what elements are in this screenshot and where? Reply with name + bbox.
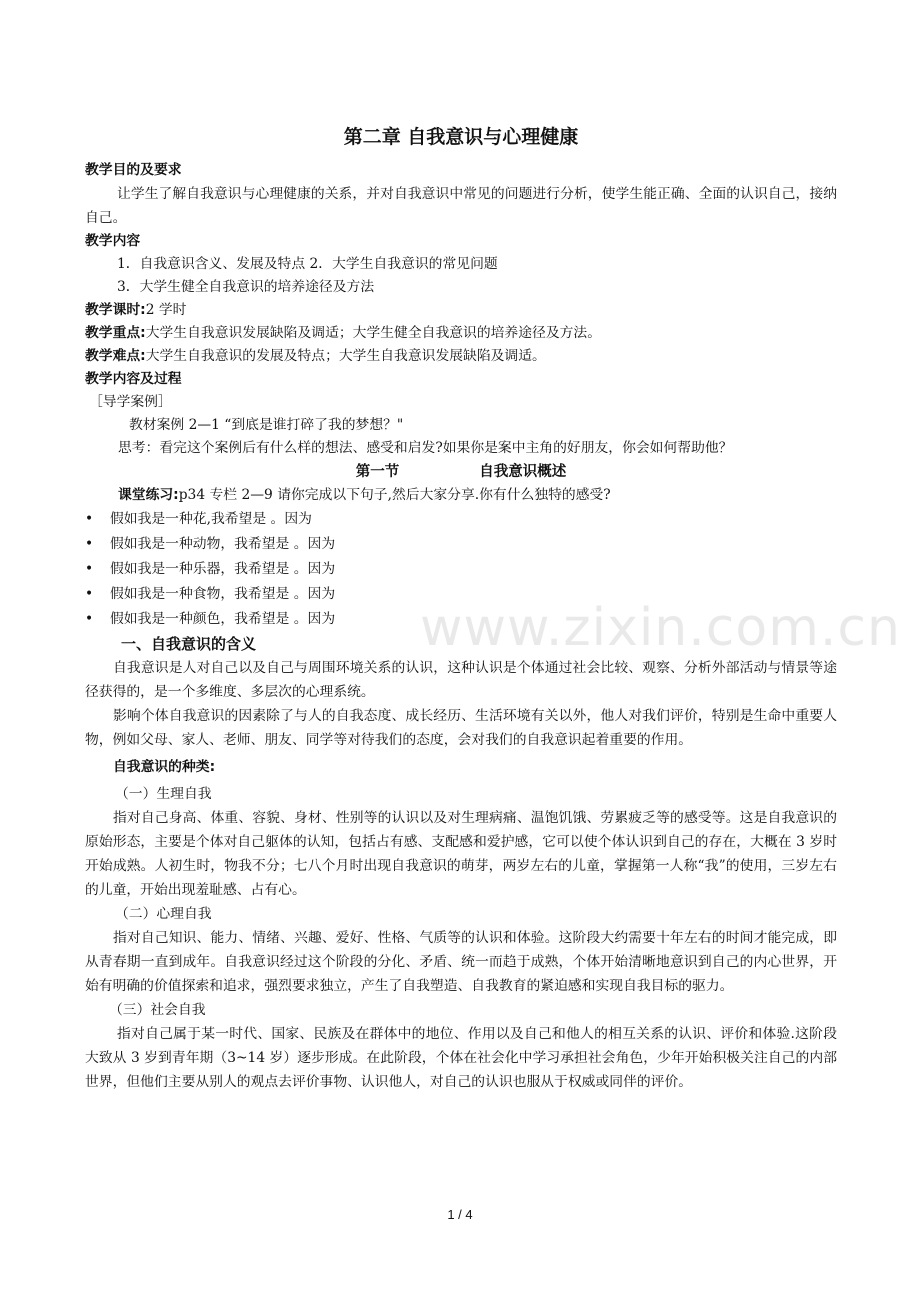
chapter-title: 第二章 自我意识与心理健康 xyxy=(343,126,579,148)
section-title: 自我意识概述 xyxy=(479,464,567,480)
list-item: • 假如我是一种食物，我希望是 。因为 xyxy=(85,582,837,607)
watermark: www.zixin.com.cn xyxy=(420,598,901,658)
list-item: • 假如我是一种动物，我希望是 。因为 xyxy=(85,532,837,557)
section-heading xyxy=(85,460,837,484)
page-number: 1 / 4 xyxy=(447,1207,473,1222)
list-item: • 假如我是一种花,我希望是 。因为 xyxy=(85,507,837,532)
key-points-value: 大学生自我意识发展缺陷及调适；大学生健全自我意识的培养途径及方法。 xyxy=(145,325,602,341)
types-heading: 自我意识的种类: xyxy=(113,759,216,775)
guide-case-label: ［导学案例］ xyxy=(89,394,172,410)
practice-label: 课堂练习: xyxy=(118,487,179,503)
heading-meaning: 一、自我意识的含义 xyxy=(121,635,257,653)
meaning-paragraph-2: 影响个体自我意识的因素除了与人的自我态度、成长经历、生活环境有关以外，他人对我们评价，特别是生命中重要人物，例如父母、家人、老师、朋友、同学等对待我们的态度，会对我们的自我意识起着重要的作用。 xyxy=(85,708,837,748)
physiological-self-text: 指对自己身高、体重、容貌、身材、性别等的认识以及对生理病痛、温饱饥饿、劳累疲乏等的感受等。这是自我意识的原始形态，主要是个体对自己躯体的认知，包括占有感、支配感和爱护感，它可以使个体认识到自己的存在，大概在 3 岁时开始成熟。人初生时，物我不分；七八个月时出现自我意识的萌芽，两岁左右的儿童，掌握第一人称“我”的使用，三岁左右的儿童，开始出现羞耻感、占有心。 xyxy=(85,810,837,898)
content-heading: 教学内容 xyxy=(85,233,141,249)
list-item: • 假如我是一种乐器，我希望是 。因为 xyxy=(85,557,837,582)
section-number: 第一节 xyxy=(355,464,400,480)
case-text: 教材案例 2—1 “到底是谁打碎了我的梦想？" xyxy=(129,417,404,433)
objectives-heading: 教学目的及要求 xyxy=(85,162,182,178)
difficult-points-row xyxy=(85,345,837,368)
practice-row xyxy=(85,484,837,507)
think-question: 思考：看完这个案例后有什么样的想法、感受和启发?如果你是案中主角的好朋友，你会如何帮助他？ xyxy=(118,440,733,456)
list-item: • 假如我是一种颜色，我希望是 。因为 xyxy=(85,607,837,632)
subheading-physiological-self: （一）生理自我 xyxy=(115,786,212,802)
process-heading: 教学内容及过程 xyxy=(85,371,182,387)
social-self-text: 指对自己属于某一时代、国家、民族及在群体中的地位、作用以及自己和他人的相互关系的认识、评价和体验.这阶段大致从 3 岁到青年期（3~14 岁）逐步形成。在此阶段，个体在社会化中学习承担社会角色，少年开始积极关注自己的内部世界，但他们主要从别人的观点去评价事物、认识他人，对自己的认识也服从于权威或同伴的评价。 xyxy=(85,1026,837,1090)
key-points-row xyxy=(85,322,837,345)
difficult-points-label: 教学难点: xyxy=(85,348,146,364)
subheading-psychological-self: （二）心理自我 xyxy=(115,906,212,922)
key-points-label: 教学重点: xyxy=(85,325,146,341)
hours-label: 教学课时: xyxy=(85,302,146,318)
difficult-points-value: 大学生自我意识的发展及特点；大学生自我意识发展缺陷及调适。 xyxy=(145,348,546,364)
document-body xyxy=(85,118,837,1094)
objectives-text: 让学生了解自我意识与心理健康的关系，并对自我意识中常见的问题进行分析，使学生能正确、全面的认识自己，接纳自己。 xyxy=(85,186,837,226)
content-item-2: 3．大学生健全自我意识的培养途径及方法 xyxy=(117,279,375,295)
subheading-social-self: （三）社会自我 xyxy=(109,1002,206,1018)
psychological-self-text: 指对自己知识、能力、情绪、兴趣、爱好、性格、气质等的认识和体验。这阶段大约需要十年左右的时间才能完成，即从青春期一直到成年。自我意识经过这个阶段的分化、矛盾、统一而趋于成熟，个体开始清晰地意识到自己的内心世界，开始有明确的价值探索和追求，强烈要求独立，产生了自我塑造、自我教育的紧迫感和实现自我目标的驱力。 xyxy=(85,930,837,994)
hours-value: 2 学时 xyxy=(145,302,187,318)
meaning-paragraph-1: 自我意识是人对自己以及自己与周围环境关系的认识，这种认识是个体通过社会比较、观察、分析外部活动与情景等途径获得的，是一个多维度、多层次的心理系统。 xyxy=(85,660,837,700)
practice-text: p34 专栏 2—9 请你完成以下句子,然后大家分享.你有什么独特的感受? xyxy=(178,487,611,503)
hours-row xyxy=(85,299,837,322)
content-item-1: 1．自我意识含义、发展及特点 2．大学生自我意识的常见问题 xyxy=(117,256,498,272)
